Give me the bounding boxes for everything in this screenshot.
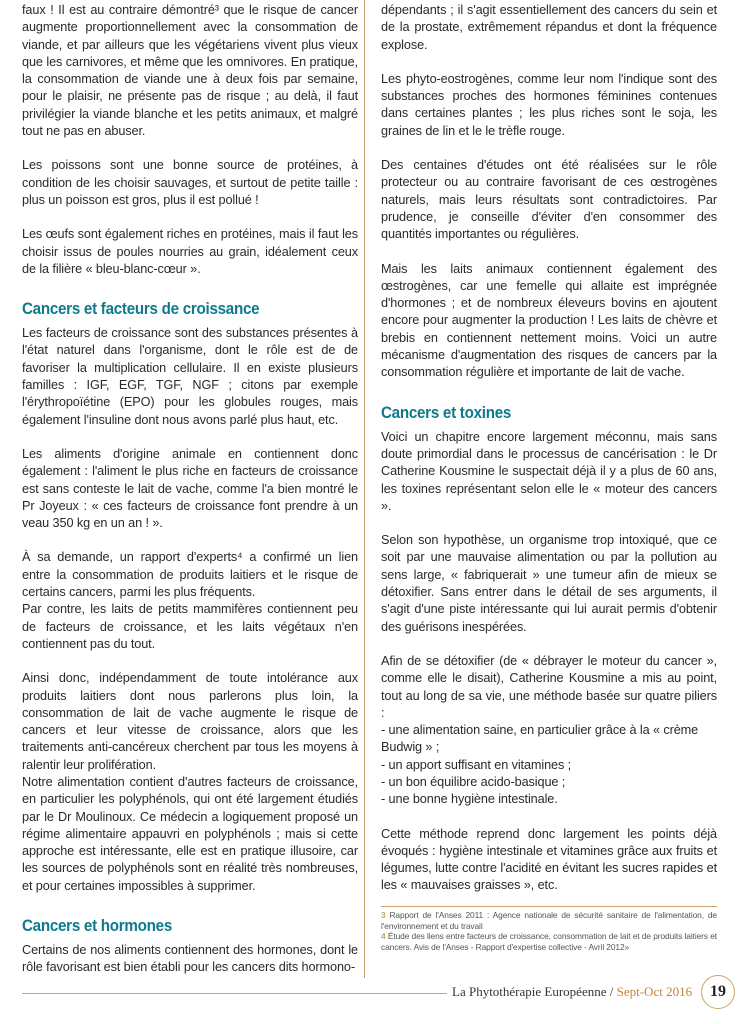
paragraph: Notre alimentation contient d'autres facteurs de croissance, en particulier les polyphénols, qui ont été largement étudiés par le Dr Moulinoux. Ce médecin a logiquement proposé un régime alimentaire appauvri en polyphénols ; mais si cette approche est intéressante, elle est en pratique illusoire, car les sources de polyphénols sont en réalité très nombreuses, et pour certaines impossibles à supprimer. [22, 774, 358, 893]
footnote-number: 3 [381, 910, 386, 920]
paragraph: À sa demande, un rapport d'experts⁴ a confirmé un lien entre la consommation de produits laitiers et le risque de certains cancers, parmi les plus fréquents. [22, 550, 358, 600]
paragraph: Certains de nos aliments contiennent des hormones, dont le rôle favorisant est bien établi pour les cancers dits hormono- [22, 943, 358, 975]
page-number: 19 [701, 975, 735, 1009]
heading-toxines: Cancers et toxines [381, 403, 512, 422]
column-divider [364, 0, 365, 978]
paragraph: Les phyto-eostrogènes, comme leur nom l'indique sont des substances proches des hormones féminines contenues dans certaines plantes ; les plus riches sont le soja, les graines de lin et le le trèfle rouge. [381, 71, 717, 138]
footer-journal [452, 984, 692, 1000]
footnote-text: Rapport de l'Anses 2011 : Agence nationale de sécurité sanitaire de l'alimentation, de l'environnement et du travail [381, 910, 717, 931]
footnote-text: Étude des liens entre facteurs de croissance, consommation de lait et de produits laitiers et cancers. Avis de l'Anses - Rapport d'expertise collective - Avril 2012» [381, 931, 717, 952]
right-column [381, 2, 717, 912]
pillars-list [381, 722, 717, 808]
footer-rule [22, 993, 447, 994]
heading-hormones: Cancers et hormones [22, 917, 172, 936]
paragraph: Selon son hypothèse, un organisme trop intoxiqué, que ce soit par une mauvaise alimentation ou par la pollution au sens large, « fabriquerait » une tumeur afin de mieux se détoxifier. Sans entrer dans le détail de ses arguments, il s'agit d'une piste intéressante qui lui aurait permis d'obtenir des guérisons inespérées. [381, 533, 717, 634]
heading-croissance: Cancers et facteurs de croissance [22, 300, 260, 319]
paragraph: Afin de se détoxifier (de « débrayer le moteur du cancer », comme elle le disait), Catherine Kousmine a mis au point, tout au long de sa vie, une méthode basée sur quatre piliers : [381, 653, 717, 720]
paragraph: Les poissons sont une bonne source de protéines, à condition de les choisir sauvages, et surtout de petite taille : plus un poisson est gros, plus il est pollué ! [22, 158, 358, 207]
paragraph: Par contre, les laits de petits mammifères contiennent peu de facteurs de croissance, et les laits végétaux n'en contiennent pas du tout. [22, 602, 358, 651]
footnote-number: 4 [381, 931, 386, 941]
list-item: - une bonne hygiène intestinale. [381, 792, 558, 807]
footnote [381, 931, 717, 952]
list-item: - une alimentation saine, en particulier grâce à la « crème Budwig » ; [381, 723, 699, 755]
paragraph: Voici un chapitre encore largement méconnu, mais sans doute primordial dans le processus de cancérisation : le Dr Catherine Kousmine le suspectait déjà il y a plus de 60 ans, les toxines représentant selon elle le « moteur des cancers ». [381, 429, 717, 513]
journal-title: La Phytothérapie Européenne / [452, 984, 617, 999]
paragraph: Les facteurs de croissance sont des substances présentes à l'état naturel dans l'organisme, dont le rôle est de de favoriser la multiplication cellulaire. Il en existe plusieurs familles : IGF, EGF, TGF, NGF ; citons par exemple l'érythropoïétine (EPO) pour les globules rouges, mais également l'insuline dont nous avons parlé plus haut, etc. [22, 326, 358, 427]
paragraph: Ainsi donc, indépendamment de toute intolérance aux produits laitiers dont nous parlerons plus loin, la consommation de lait de vache augmente le risque de cancers et leur vitesse de croissance, alors que les traitements anti-cancéreux cherchent par tous les moyens à ralentir leur prolifération. [22, 671, 358, 772]
paragraph: Cette méthode reprend donc largement les points déjà évoqués : hygiène intestinale et vitamines grâce aux fruits et légumes, lutte contre l'acidité en évitant les sucres rapides et les « mauvaises graisses », etc. [381, 826, 717, 893]
issue-date: Sept-Oct 2016 [616, 984, 693, 999]
paragraph: faux ! Il est au contraire démontré³ que le risque de cancer augmente proportionnellement avec la consommation de viande, et par ailleurs que les végétariens vivent plus vieux que les carnivores, et même que les omnivores. En pratique, la consommation de viande une à deux fois par semaine, pour le plaisir, ne présente pas de risque ; au delà, il faut privilégier la viande blanche et les petits animaux, et malgré tout ne pas en abuser. [22, 3, 358, 139]
paragraph: Mais les laits animaux contiennent également des œstrogènes, car une femelle qui allaite est imprégnée d'hormones ; et de nombreux éleveurs bovins en ajoutent encore pour augmenter la production ! Les laits de chèvre et brebis en contiennent nettement moins. Voici un autre mécanisme d'augmentation des risques de cancers par la consommation régulière et importante de lait de vache. [381, 261, 717, 380]
list-item: - un bon équilibre acido-basique ; [381, 774, 566, 789]
paragraph: dépendants ; il s'agit essentiellement des cancers du sein et de la prostate, extrêmement répandus et dont la fréquence explose. [381, 3, 717, 52]
paragraph: Les œufs sont également riches en protéines, mais il faut les choisir issus de poules nourries au grain, idéalement ceux de la filière « bleu-blanc-cœur ». [22, 227, 358, 276]
footnotes [381, 906, 717, 952]
paragraph: Des centaines d'études ont été réalisées sur le rôle protecteur ou au contraire favorisant de ces œstrogènes naturels, mais leurs résultats sont contradictoires. Par prudence, je conseille d'éviter d'en consommer des quantités importantes ou régulières. [381, 158, 717, 242]
list-item: - un apport suffisant en vitamines ; [381, 757, 572, 772]
left-column [22, 2, 358, 994]
footnote [381, 910, 717, 931]
paragraph: Les aliments d'origine animale en contiennent donc également : l'aliment le plus riche en facteurs de croissance est sans conteste le lait de vache, comme l'a bien montré le Pr Joyeux : « ces facteurs de croissance font prendre à un veau 350 kg en un an ! ». [22, 446, 358, 531]
